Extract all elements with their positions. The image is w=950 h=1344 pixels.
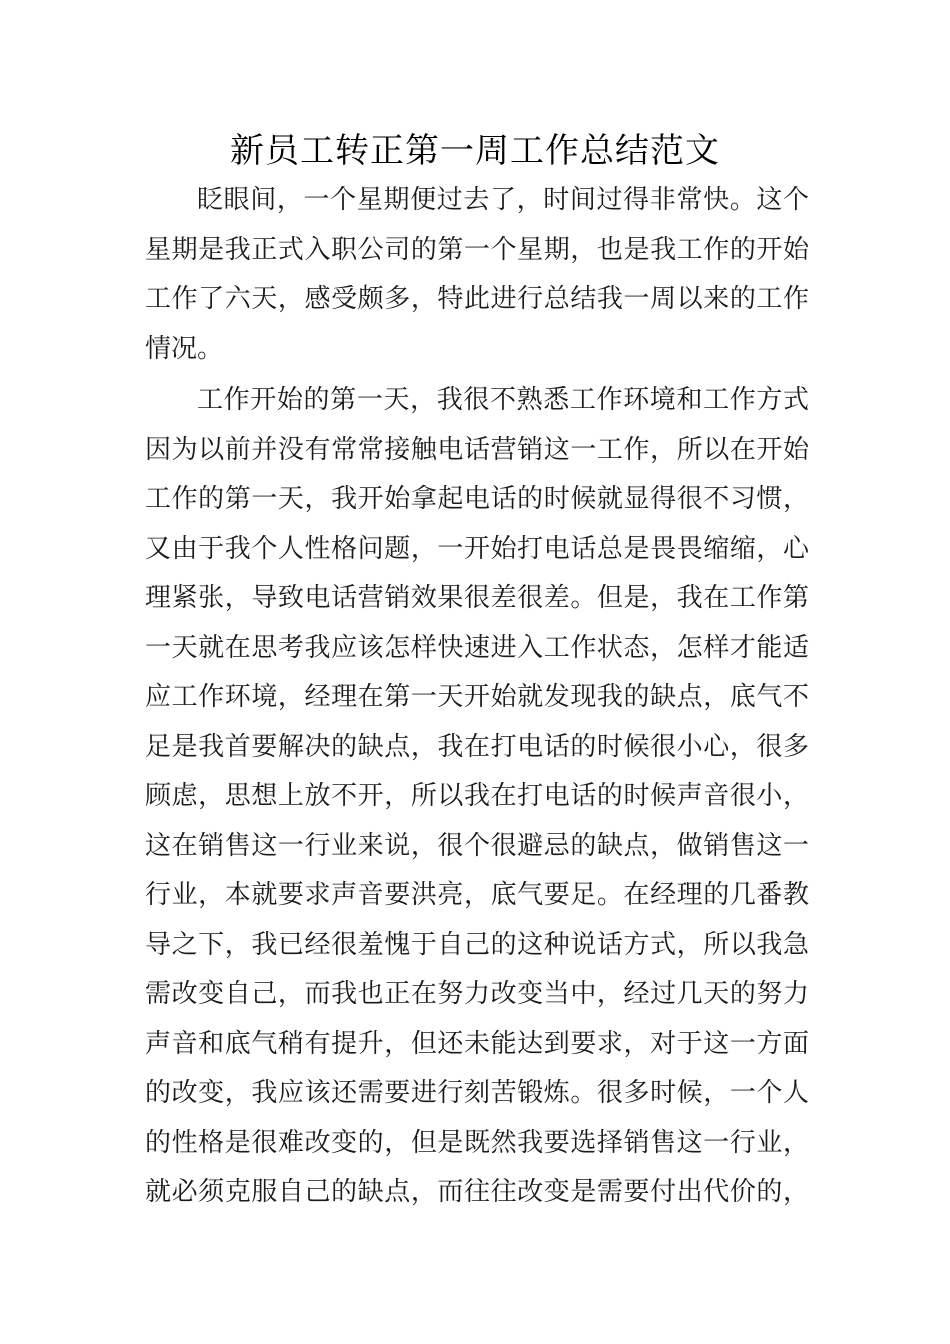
paragraph-line: 的改变，我应该还需要进行刻苦锻炼。很多时候，一个人	[145, 1078, 809, 1108]
paragraph-line: 工作的第一天，我开始拿起电话的时候就显得很不习惯，	[145, 484, 809, 514]
paragraph-line: 顾虑，思想上放不开，所以我在打电话的时候声音很小，	[145, 781, 809, 811]
paragraph-line: 一天就在思考我应该怎样快速进入工作状态，怎样才能适	[145, 632, 809, 663]
paragraph-line: 情况。	[145, 333, 224, 364]
paragraph-line: 理紧张，导致电话营销效果很差很差。但是，我在工作第	[145, 583, 809, 613]
document-title: 新员工转正第一周工作总结范文	[230, 131, 720, 171]
paragraph-line: 应工作环境，经理在第一天开始就发现我的缺点，底气不	[145, 682, 809, 712]
paragraph-2	[145, 376, 809, 1218]
paragraph-line: 声音和底气稍有提升，但还未能达到要求，对于这一方面	[145, 1028, 809, 1059]
paragraph-line: 导之下，我已经很羞愧于自己的这种说话方式，所以我急	[145, 929, 809, 960]
document-body	[145, 176, 809, 1218]
paragraph-line: 眨眼间，一个星期便过去了，时间过得非常快。这个	[197, 185, 809, 215]
paragraph-line: 需改变自己，而我也正在努力改变当中，经过几天的努力	[145, 979, 809, 1009]
paragraph-line: 星期是我正式入职公司的第一个星期，也是我工作的开始	[145, 234, 809, 265]
paragraph-line: 行业，本就要求声音要洪亮，底气要足。在经理的几番教	[145, 880, 809, 910]
paragraph-line: 足是我首要解决的缺点，我在打电话的时候很小心，很多	[145, 731, 809, 762]
paragraph-line: 又由于我个人性格问题，一开始打电话总是畏畏缩缩，心	[145, 533, 809, 564]
paragraph-line: 这在销售这一行业来说，很个很避忌的缺点，做销售这一	[145, 830, 809, 861]
paragraph-1	[145, 176, 809, 374]
paragraph-line: 因为以前并没有常常接触电话营销这一工作，所以在开始	[145, 434, 809, 465]
paragraph-line: 的性格是很难改变的，但是既然我要选择销售这一行业，	[145, 1127, 809, 1158]
paragraph-line: 工作开始的第一天，我很不熟悉工作环境和工作方式	[197, 385, 809, 415]
paragraph-line: 工作了六天，感受颇多，特此进行总结我一周以来的工作	[145, 284, 809, 314]
paragraph-line: 就必须克服自己的缺点，而往往改变是需要付出代价的，	[145, 1177, 809, 1207]
